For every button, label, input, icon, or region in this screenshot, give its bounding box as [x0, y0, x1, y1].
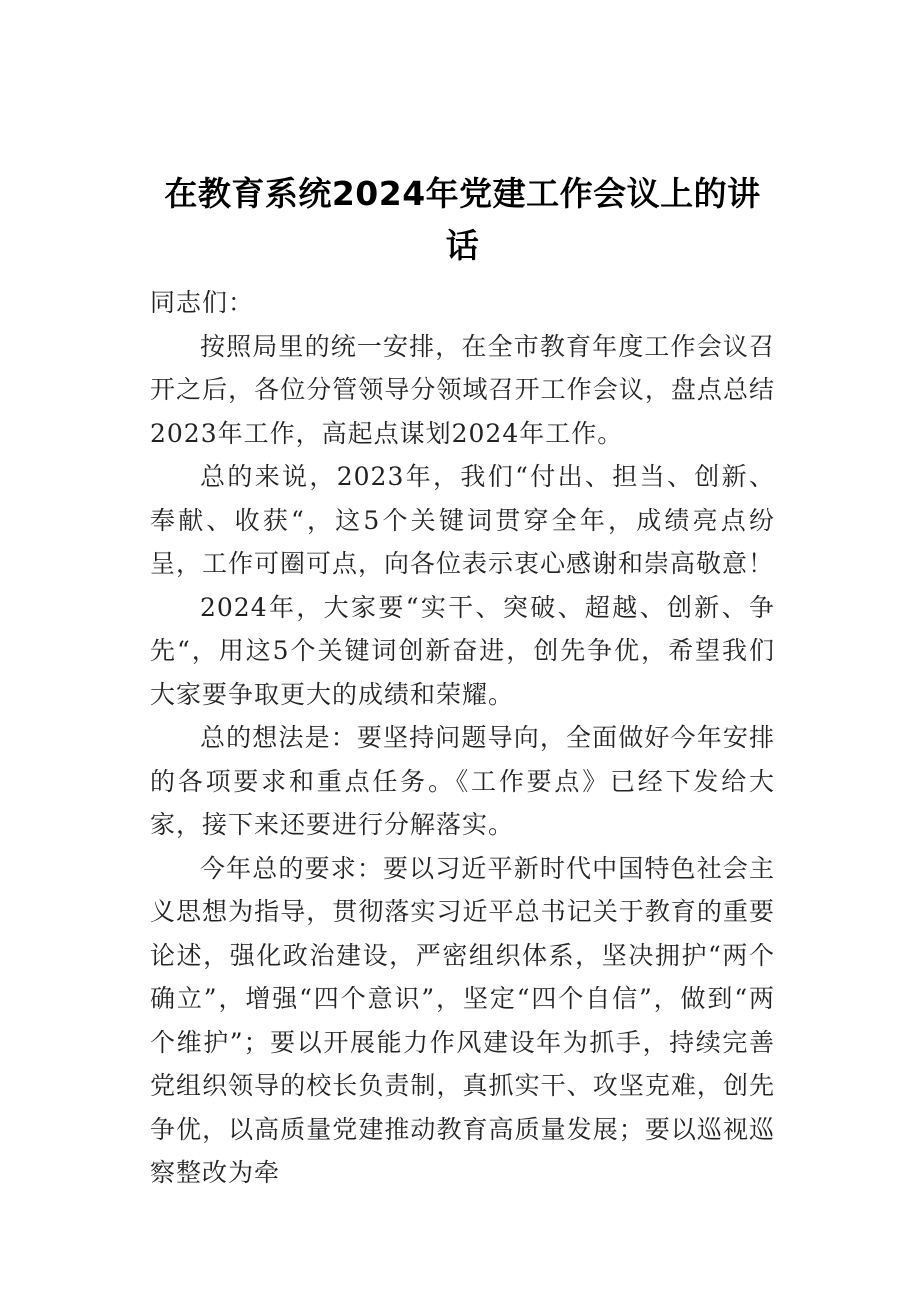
- paragraph-overall-requirements: 今年总的要求：要以习近平新时代中国特色社会主义思想为指导，贯彻落实习近平总书记关于教育的重要论述，强化政治建设，严密组织体系，坚决拥护“两个确立”，增强“四个意识”，坚定“四个自信”，做到“两个维护”；要以开展能力作风建设年为抓手，持续完善党组织领导的校长负责制，真抓实干、攻坚克难，创先争优，以高质量党建推动教育高质量发展；要以巡视巡察整改为牵: [150, 853, 775, 1187]
- paragraph-arrangement: 按照局里的统一安排，在全市教育年度工作会议召开之后，各位分管领导分领域召开工作会议，盘点总结2023年工作，高起点谋划2024年工作。: [150, 331, 775, 448]
- paragraph-2024-keywords: 2024年，大家要“实干、突破、超越、创新、争先“，用这5个关键词创新奋进，创先争优，希望我们大家要争取更大的成绩和荣耀。: [150, 592, 775, 709]
- document-body: [150, 281, 775, 1195]
- salutation: 同志们：: [150, 288, 255, 317]
- paragraph-2023-summary: 总的来说，2023年，我们“付出、担当、创新、奉献、收获“，这5个关键词贯穿全年，成绩亮点纷呈，工作可圈可点，向各位表示衷心感谢和崇高敬意！: [150, 462, 775, 578]
- paragraph-overall-idea: 总的想法是：要坚持问题导向，全面做好今年安排的各项要求和重点任务。《工作要点》已经下发给大家，接下来还要进行分解落实。: [150, 723, 775, 839]
- document-title: 在教育系统2024年党建工作会议上的讲话: [164, 174, 761, 265]
